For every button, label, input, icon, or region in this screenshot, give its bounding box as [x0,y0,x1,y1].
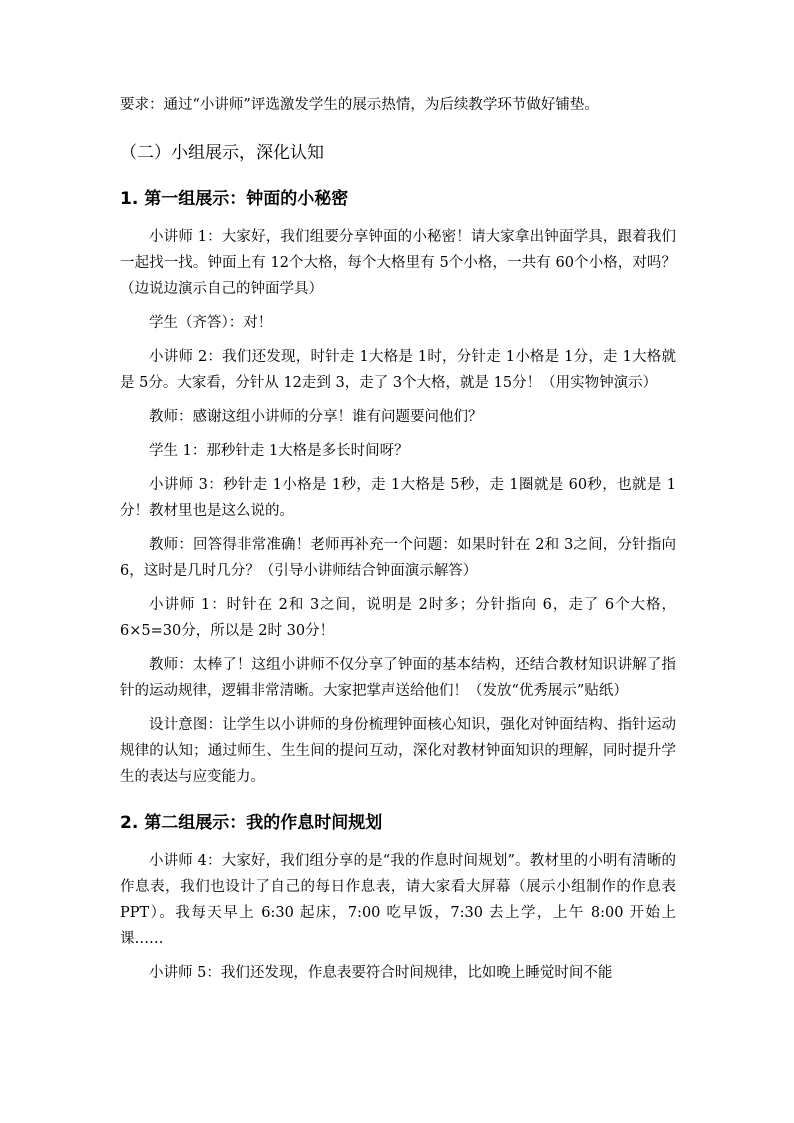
paragraph: 教师：感谢这组小讲师的分享！谁有问题要问他们？ [149,409,483,425]
group2-title: 2. 第二组展示：我的作息时间规划 [120,813,383,833]
paragraph: 小讲师 3：秒针走 1小格是 1秒，走 1大格是 5秒，走 1圈就是 60秒，也就是 1分！教材里也是这么说的。 [120,477,676,519]
design-intent-paragraph: 设计意图：让学生以小讲师的身份梳理钟面核心知识，强化对钟面结构、指针运动规律的认知；通过师生、生生间的提问互动，深化对教材钟面知识的理解，同时提升学生的表达与应变能力。 [120,717,676,785]
paragraph: 小讲师 5：我们还发现，作息表要符合时间规律，比如晚上睡觉时间不能 [149,965,613,981]
paragraph: 教师：回答得非常准确！老师再补充一个问题：如果时针在 2和 3之间，分针指向 6，这时是几时几分？（引导小讲师结合钟面演示解答） [120,537,676,579]
intro-requirement: 要求：通过“小讲师”评选激发学生的展示热情，为后续教学环节做好铺垫。 [120,97,599,113]
document-body [120,92,676,986]
paragraph: 教师：太棒了！这组小讲师不仅分享了钟面的基本结构，还结合教材知识讲解了指针的运动规律，逻辑非常清晰。大家把掌声送给他们！（发放“优秀展示”贴纸） [120,657,676,699]
paragraph: 小讲师 1：时针在 2和 3之间，说明是 2时多；分针指向 6，走了 6个大格，6×5=30分，所以是 2时 30分！ [120,597,676,639]
paragraph: 学生（齐答）：对！ [149,315,273,331]
paragraph: 小讲师 4：大家好，我们组分享的是“我的作息时间规划”。教材里的小明有清晰的作息表，我们也设计了自己的每日作息表，请大家看大屏幕（展示小组制作的作息表 PPT）。我每天早上 6:30 起床，7:00 吃早饭，7:30 去上学，上午 8:00 开始上课…… [120,853,676,947]
paragraph: 小讲师 1：大家好，我们组要分享钟面的小秘密！请大家拿出钟面学具，跟着我们一起找一找。钟面上有 12个大格，每个大格里有 5个小格，一共有 60个小格，对吗？（边说边演示自己的钟面学具） [120,229,676,297]
group1-title: 1. 第一组展示：钟面的小秘密 [120,189,349,209]
subsection-title: （二）小组展示，深化认知 [120,143,324,163]
paragraph: 学生 1：那秒针走 1大格是多长时间呀？ [149,443,409,459]
paragraph: 小讲师 2：我们还发现，时针走 1大格是 1时，分针走 1小格是 1分，走 1大格就是 5分。大家看，分针从 12走到 3，走了 3个大格，就是 15分！（用实物钟演示） [120,349,676,391]
